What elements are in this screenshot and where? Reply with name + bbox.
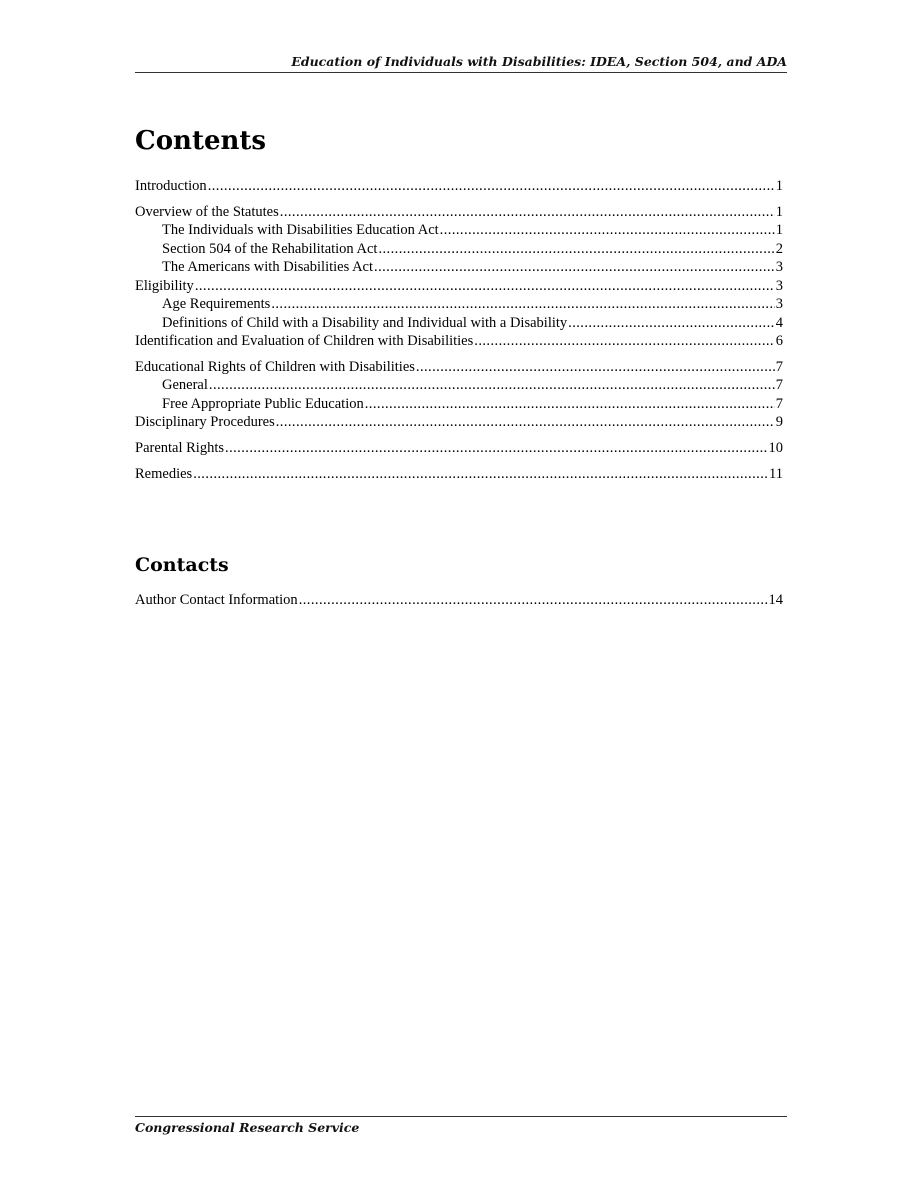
footer-rule xyxy=(135,1116,787,1117)
toc-page-number: 7 xyxy=(775,377,783,394)
toc-entry-ada[interactable] xyxy=(135,258,783,277)
dot-leader xyxy=(225,439,767,458)
dot-leader xyxy=(193,465,768,484)
contacts-list xyxy=(135,591,783,610)
dot-leader xyxy=(378,240,774,259)
toc-page-number: 14 xyxy=(768,592,783,608)
dot-leader xyxy=(365,395,775,414)
toc-entry-text: Remedies xyxy=(135,465,193,482)
dot-leader xyxy=(474,332,774,351)
dot-leader xyxy=(280,203,775,222)
toc-entry-definitions[interactable] xyxy=(135,314,783,333)
dot-leader xyxy=(209,376,775,395)
dot-leader xyxy=(208,177,775,196)
toc-entry-disciplinary-procedures[interactable] xyxy=(135,413,783,432)
toc-entry-text: Eligibility xyxy=(135,277,194,294)
toc-entry-general[interactable] xyxy=(135,376,783,395)
toc-entry-text: Age Requirements xyxy=(162,296,271,313)
toc-page-number: 7 xyxy=(775,395,783,412)
toc-entry-age-requirements[interactable] xyxy=(135,295,783,314)
toc-entry-text: The Americans with Disabilities Act xyxy=(162,259,374,276)
dot-leader xyxy=(440,221,775,240)
toc-page-number: 11 xyxy=(769,465,783,482)
header-rule xyxy=(135,72,787,73)
contents-heading: Contents xyxy=(135,126,267,156)
toc-entry-text: Definitions of Child with a Disability and Individual with a Disability xyxy=(162,314,568,331)
toc-entry-text: Parental Rights xyxy=(135,440,225,457)
toc-entry-text: Author Contact Information xyxy=(135,592,298,608)
toc-entry-text: Overview of the Statutes xyxy=(135,203,279,220)
toc-page-number: 3 xyxy=(775,296,783,313)
dot-leader xyxy=(299,591,768,610)
toc-entry-remedies[interactable] xyxy=(135,465,783,484)
dot-leader xyxy=(416,358,775,377)
toc-entry-text: Disciplinary Procedures xyxy=(135,414,275,431)
table-of-contents xyxy=(135,177,783,483)
toc-entry-fape[interactable] xyxy=(135,395,783,414)
toc-entry-parental-rights[interactable] xyxy=(135,439,783,458)
toc-entry-section-504[interactable] xyxy=(135,240,783,259)
toc-page-number: 1 xyxy=(775,203,783,220)
dot-leader xyxy=(195,277,775,296)
toc-page-number: 3 xyxy=(775,259,783,276)
toc-entry-eligibility[interactable] xyxy=(135,277,783,296)
toc-entry-text: Educational Rights of Children with Disabilities xyxy=(135,358,415,375)
toc-page-number: 10 xyxy=(768,440,783,457)
toc-entry-text: Section 504 of the Rehabilitation Act xyxy=(162,240,378,257)
toc-entry-identification-and-evaluation[interactable] xyxy=(135,332,783,351)
dot-leader xyxy=(271,295,774,314)
toc-page-number: 1 xyxy=(775,222,783,239)
toc-page-number: 3 xyxy=(775,277,783,294)
toc-entry-text: General xyxy=(162,377,208,394)
dot-leader xyxy=(276,413,775,432)
running-footer: Congressional Research Service xyxy=(135,1120,360,1135)
running-header: Education of Individuals with Disabilities: IDEA, Section 504, and ADA xyxy=(291,54,787,69)
toc-page-number: 2 xyxy=(775,240,783,257)
contacts-heading: Contacts xyxy=(135,554,229,576)
toc-entry-text: Free Appropriate Public Education xyxy=(162,395,364,412)
toc-page-number: 7 xyxy=(775,358,783,375)
toc-page-number: 9 xyxy=(775,414,783,431)
toc-entry-text: The Individuals with Disabilities Education Act xyxy=(162,222,439,239)
toc-entry-introduction[interactable] xyxy=(135,177,783,196)
toc-entry-educational-rights[interactable] xyxy=(135,358,783,377)
toc-entry-overview-of-the-statutes[interactable] xyxy=(135,203,783,222)
toc-entry-author-contact-information[interactable] xyxy=(135,591,783,610)
dot-leader xyxy=(568,314,775,333)
toc-entry-text: Introduction xyxy=(135,178,207,194)
toc-page-number: 1 xyxy=(775,178,783,194)
toc-page-number: 4 xyxy=(775,314,783,331)
toc-page-number: 6 xyxy=(775,333,783,350)
toc-entry-text: Identification and Evaluation of Children with Disabilities xyxy=(135,333,474,350)
dot-leader xyxy=(374,258,775,277)
toc-entry-idea[interactable] xyxy=(135,221,783,240)
